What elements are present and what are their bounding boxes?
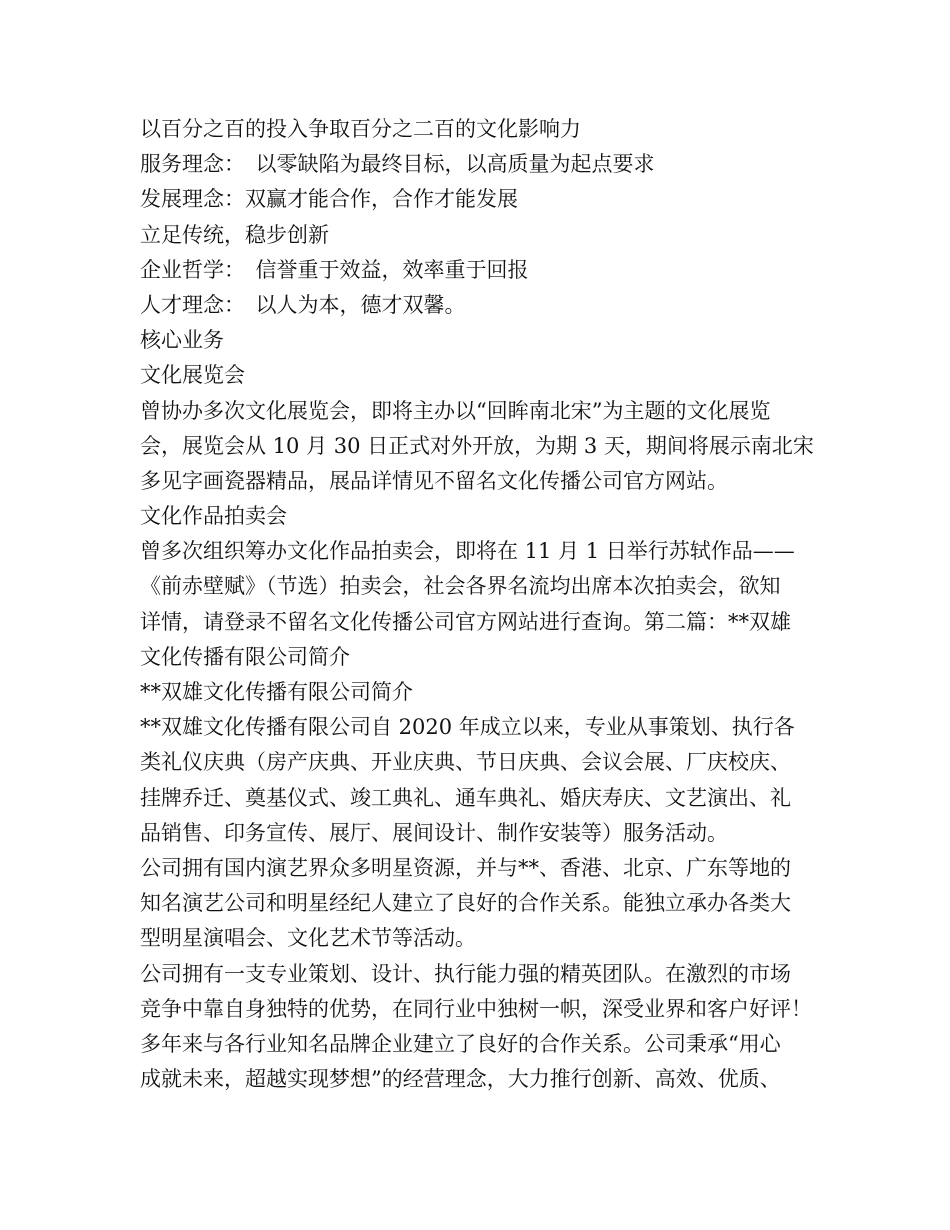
section-heading: **双雄文化传播有限公司简介 bbox=[140, 680, 413, 704]
text-line: 曾多次组织筹办文化作品拍卖会，即将在 11 月 1 日举行苏轼作品—— bbox=[140, 539, 795, 564]
text-line: 型明星演唱会、文化艺术节等活动。 bbox=[140, 926, 476, 951]
text-line: 文化传播有限公司简介 bbox=[140, 644, 350, 669]
text-line: 立足传统，稳步创新 bbox=[140, 222, 329, 247]
text-line: 多年来与各行业知名品牌企业建立了良好的合作关系。公司秉承“用心 bbox=[140, 1031, 781, 1056]
section-heading: 核心业务 bbox=[140, 328, 224, 353]
text-line: 多见字画瓷器精品，展品详情见不留名文化传播公司官方网站。 bbox=[140, 468, 728, 493]
text-line: 公司拥有一支专业策划、设计、执行能力强的精英团队。在激烈的市场 bbox=[140, 961, 791, 986]
document-body bbox=[140, 112, 820, 1097]
text-line: 类礼仪庆典（房产庆典、开业庆典、节日庆典、会议会展、厂庆校庆、 bbox=[140, 750, 791, 775]
text-line: 知名演艺公司和明星经纪人建立了良好的合作关系。能独立承办各类大 bbox=[140, 891, 791, 916]
subsection-heading: 文化作品拍卖会 bbox=[140, 504, 287, 529]
text-line: 竞争中靠自身独特的优势，在同行业中独树一帜，深受业界和客户好评！ bbox=[140, 996, 812, 1021]
text-line: 以百分之百的投入争取百分之二百的文化影响力 bbox=[140, 117, 581, 141]
text-line: 曾协办多次文化展览会，即将主办以“回眸南北宋”为主题的文化展览 bbox=[140, 398, 771, 423]
text-line: 详情，请登录不留名文化传播公司官方网站进行查询。第二篇：**双雄 bbox=[140, 609, 791, 634]
text-line: 《前赤壁赋》（节选）拍卖会，社会各界名流均出席本次拍卖会，欲知 bbox=[140, 574, 781, 599]
text-line: 服务理念： 以零缺陷为最终目标，以高质量为起点要求 bbox=[140, 152, 655, 177]
text-line: 品销售、印务宣传、展厅、展间设计、制作安装等）服务活动。 bbox=[140, 820, 728, 845]
text-line: 成就未来，超越实现梦想”的经营理念，大力推行创新、高效、优质、 bbox=[140, 1067, 781, 1092]
subsection-heading: 文化展览会 bbox=[140, 363, 245, 388]
text-line: 人才理念： 以人为本，德才双馨。 bbox=[140, 292, 466, 317]
text-line: 公司拥有国内演艺界众多明星资源，并与**、香港、北京、广东等地的 bbox=[140, 855, 791, 880]
text-line: **双雄文化传播有限公司自 2020 年成立以来，专业从事策划、执行各 bbox=[140, 715, 795, 740]
text-line: 发展理念：双赢才能合作，合作才能发展 bbox=[140, 187, 518, 212]
text-line: 挂牌乔迁、奠基仪式、竣工典礼、通车典礼、婚庆寿庆、文艺演出、礼 bbox=[140, 785, 791, 810]
text-line: 企业哲学： 信誉重于效益，效率重于回报 bbox=[140, 257, 529, 282]
text-line: 会，展览会从 10 月 30 日正式对外开放，为期 3 天，期间将展示南北宋 bbox=[140, 433, 814, 458]
